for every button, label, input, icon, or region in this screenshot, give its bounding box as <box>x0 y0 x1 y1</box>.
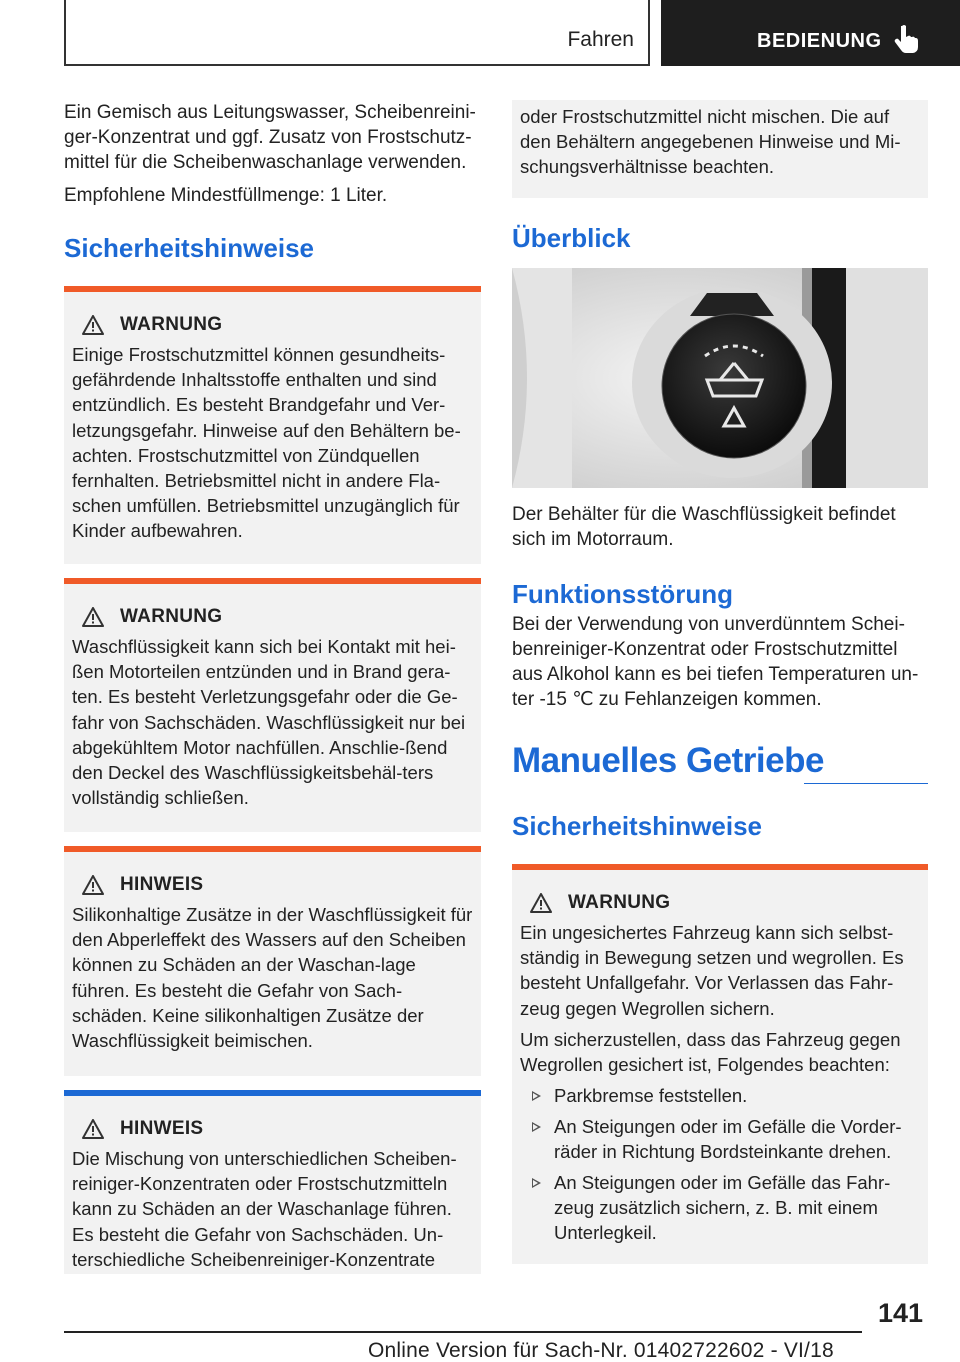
hand-pointer-icon <box>893 24 919 54</box>
list-item: An Steigungen oder im Gefälle das Fahr-zeug zusätzlich sichern, z. B. mit einem Unterlegkeil. <box>520 1170 920 1245</box>
warning-triangle-icon <box>82 607 104 627</box>
chapter-heading: Manuelles Getriebe <box>512 741 824 780</box>
overview-heading: Überblick <box>512 223 631 253</box>
chapter-heading-block <box>512 740 928 792</box>
warning-text: Einige Frostschutzmittel können gesundheits-gefährdende Inhaltsstoffe enthalten und sind entzündlich. Es besteht Brandgefahr und Ver-letzungsgefahr. Hinweise auf den Behältern be-achten. Frostschutzmittel von Zündquellen fernhalten. Betriebsmittel nicht in andere Fla-schen umfüllen. Betriebsmittel unzugänglich für Kinder aufbewahren. <box>72 344 461 542</box>
warning-checklist <box>520 1083 920 1245</box>
safety-heading-right: Sicherheitshinweise <box>512 811 762 841</box>
list-item: Parkbremse feststellen. <box>520 1083 920 1108</box>
warning-text: Waschflüssigkeit kann sich bei Kontakt mit hei-ßen Motorteilen entzünden und in Brand gera-ten. Es besteht Verletzungsgefahr oder die Ge-fahr von Sachschäden. Waschflüssigkeit nur bei abgekühltem Motor nachfüllen. Anschlie-ßend den Deckel des Waschflüssigkeitsbehäl-ters vollständig schließen. <box>72 636 466 809</box>
intro-min-fill: Empfohlene Mindestfüllmenge: 1 Liter. <box>64 185 388 206</box>
warning-box-2 <box>64 578 481 832</box>
washer-reservoir-photo <box>512 268 928 488</box>
warning-triangle-icon <box>82 875 104 895</box>
footer-version-text: Online Version für Sach-Nr. 01402722602 - VI/18 <box>368 1339 834 1362</box>
notice-label: HINWEIS <box>120 1118 204 1139</box>
malfunction-text: Bei der Verwendung von unverdünntem Schei-benreiniger-Konzentrat oder Frostschutzmittel aus Alkohol kann es bei tiefen Temperaturen un-ter -15 ℃ zu Fehlanzeigen kommen. <box>512 614 919 710</box>
right-column <box>512 100 928 1264</box>
notice-text: Silikonhaltige Zusätze in der Waschflüssigkeit für den Abperleffekt des Wassers auf den Scheiben können zu Schäden an der Waschan-lage führen. Es besteht die Gefahr von Sach-schäden. Keine silikonhaltigen Zusätze der Waschflüssigkeit beimischen. <box>72 904 473 1052</box>
left-column <box>64 100 481 1274</box>
header-chapter-label: BEDIENUNG <box>757 30 882 52</box>
notice-title <box>82 872 473 898</box>
warning-title <box>82 604 473 630</box>
notice-box-2 <box>64 1090 481 1274</box>
page-number: 141 <box>878 1298 924 1328</box>
warning-title <box>530 890 920 916</box>
warning-label: WARNUNG <box>120 314 223 335</box>
warning-label: WARNUNG <box>568 892 671 913</box>
warning-label: WARNUNG <box>120 606 223 627</box>
header-section-label: Fahren <box>567 28 634 51</box>
warning-triangle-icon <box>530 893 552 913</box>
chapter-heading-rule <box>804 783 928 784</box>
list-item: An Steigungen oder im Gefälle die Vorder-räder in Richtung Bordsteinkante drehen. <box>520 1114 920 1164</box>
safety-heading-left: Sicherheitshinweise <box>64 233 314 263</box>
notice-text: Die Mischung von unterschiedlichen Scheiben-reiniger-Konzentraten oder Frostschutzmitteln kann zu Schäden an der Waschanlage führen. Es besteht die Gefahr von Sachschäden. Un-terschiedliche Scheibenreiniger-Konzentrate <box>72 1148 457 1270</box>
header-chapter-tab <box>661 0 960 66</box>
notice-box-1 <box>64 846 481 1076</box>
warning-box-3 <box>512 864 928 1264</box>
malfunction-heading: Funktionsstörung <box>512 579 733 609</box>
warning-triangle-icon <box>82 315 104 335</box>
continued-notice-box <box>512 100 928 198</box>
warning-box-1 <box>64 286 481 564</box>
warning-title <box>82 312 473 338</box>
notice-label: HINWEIS <box>120 874 204 895</box>
warning-text-checklist-intro: Um sicherzustellen, dass das Fahrzeug gegen Wegrollen gesichert ist, Folgendes beachten: <box>520 1028 901 1076</box>
warning-triangle-icon <box>82 1119 104 1139</box>
photo-caption: Der Behälter für die Waschflüssigkeit befindet sich im Motorraum. <box>512 504 896 550</box>
warning-text: Ein ungesichertes Fahrzeug kann sich selbst-ständig in Bewegung setzen und wegrollen. Es besteht Unfallgefahr. Vor Verlassen das Fahr-zeug gegen Wegrollen sichern. <box>520 922 904 1019</box>
continued-notice-text: oder Frostschutzmittel nicht mischen. Die auf den Behältern angegebenen Hinweise und Mi-schungsverhältnisse beachten. <box>520 106 901 178</box>
header-section-tab <box>64 0 650 66</box>
notice-title <box>82 1116 473 1142</box>
intro-paragraph: Ein Gemisch aus Leitungswasser, Scheibenreini-ger-Konzentrat und ggf. Zusatz von Frostschutz-mittel für die Scheibenwaschanlage verwenden. <box>64 102 476 173</box>
footer-rule <box>64 1331 862 1333</box>
